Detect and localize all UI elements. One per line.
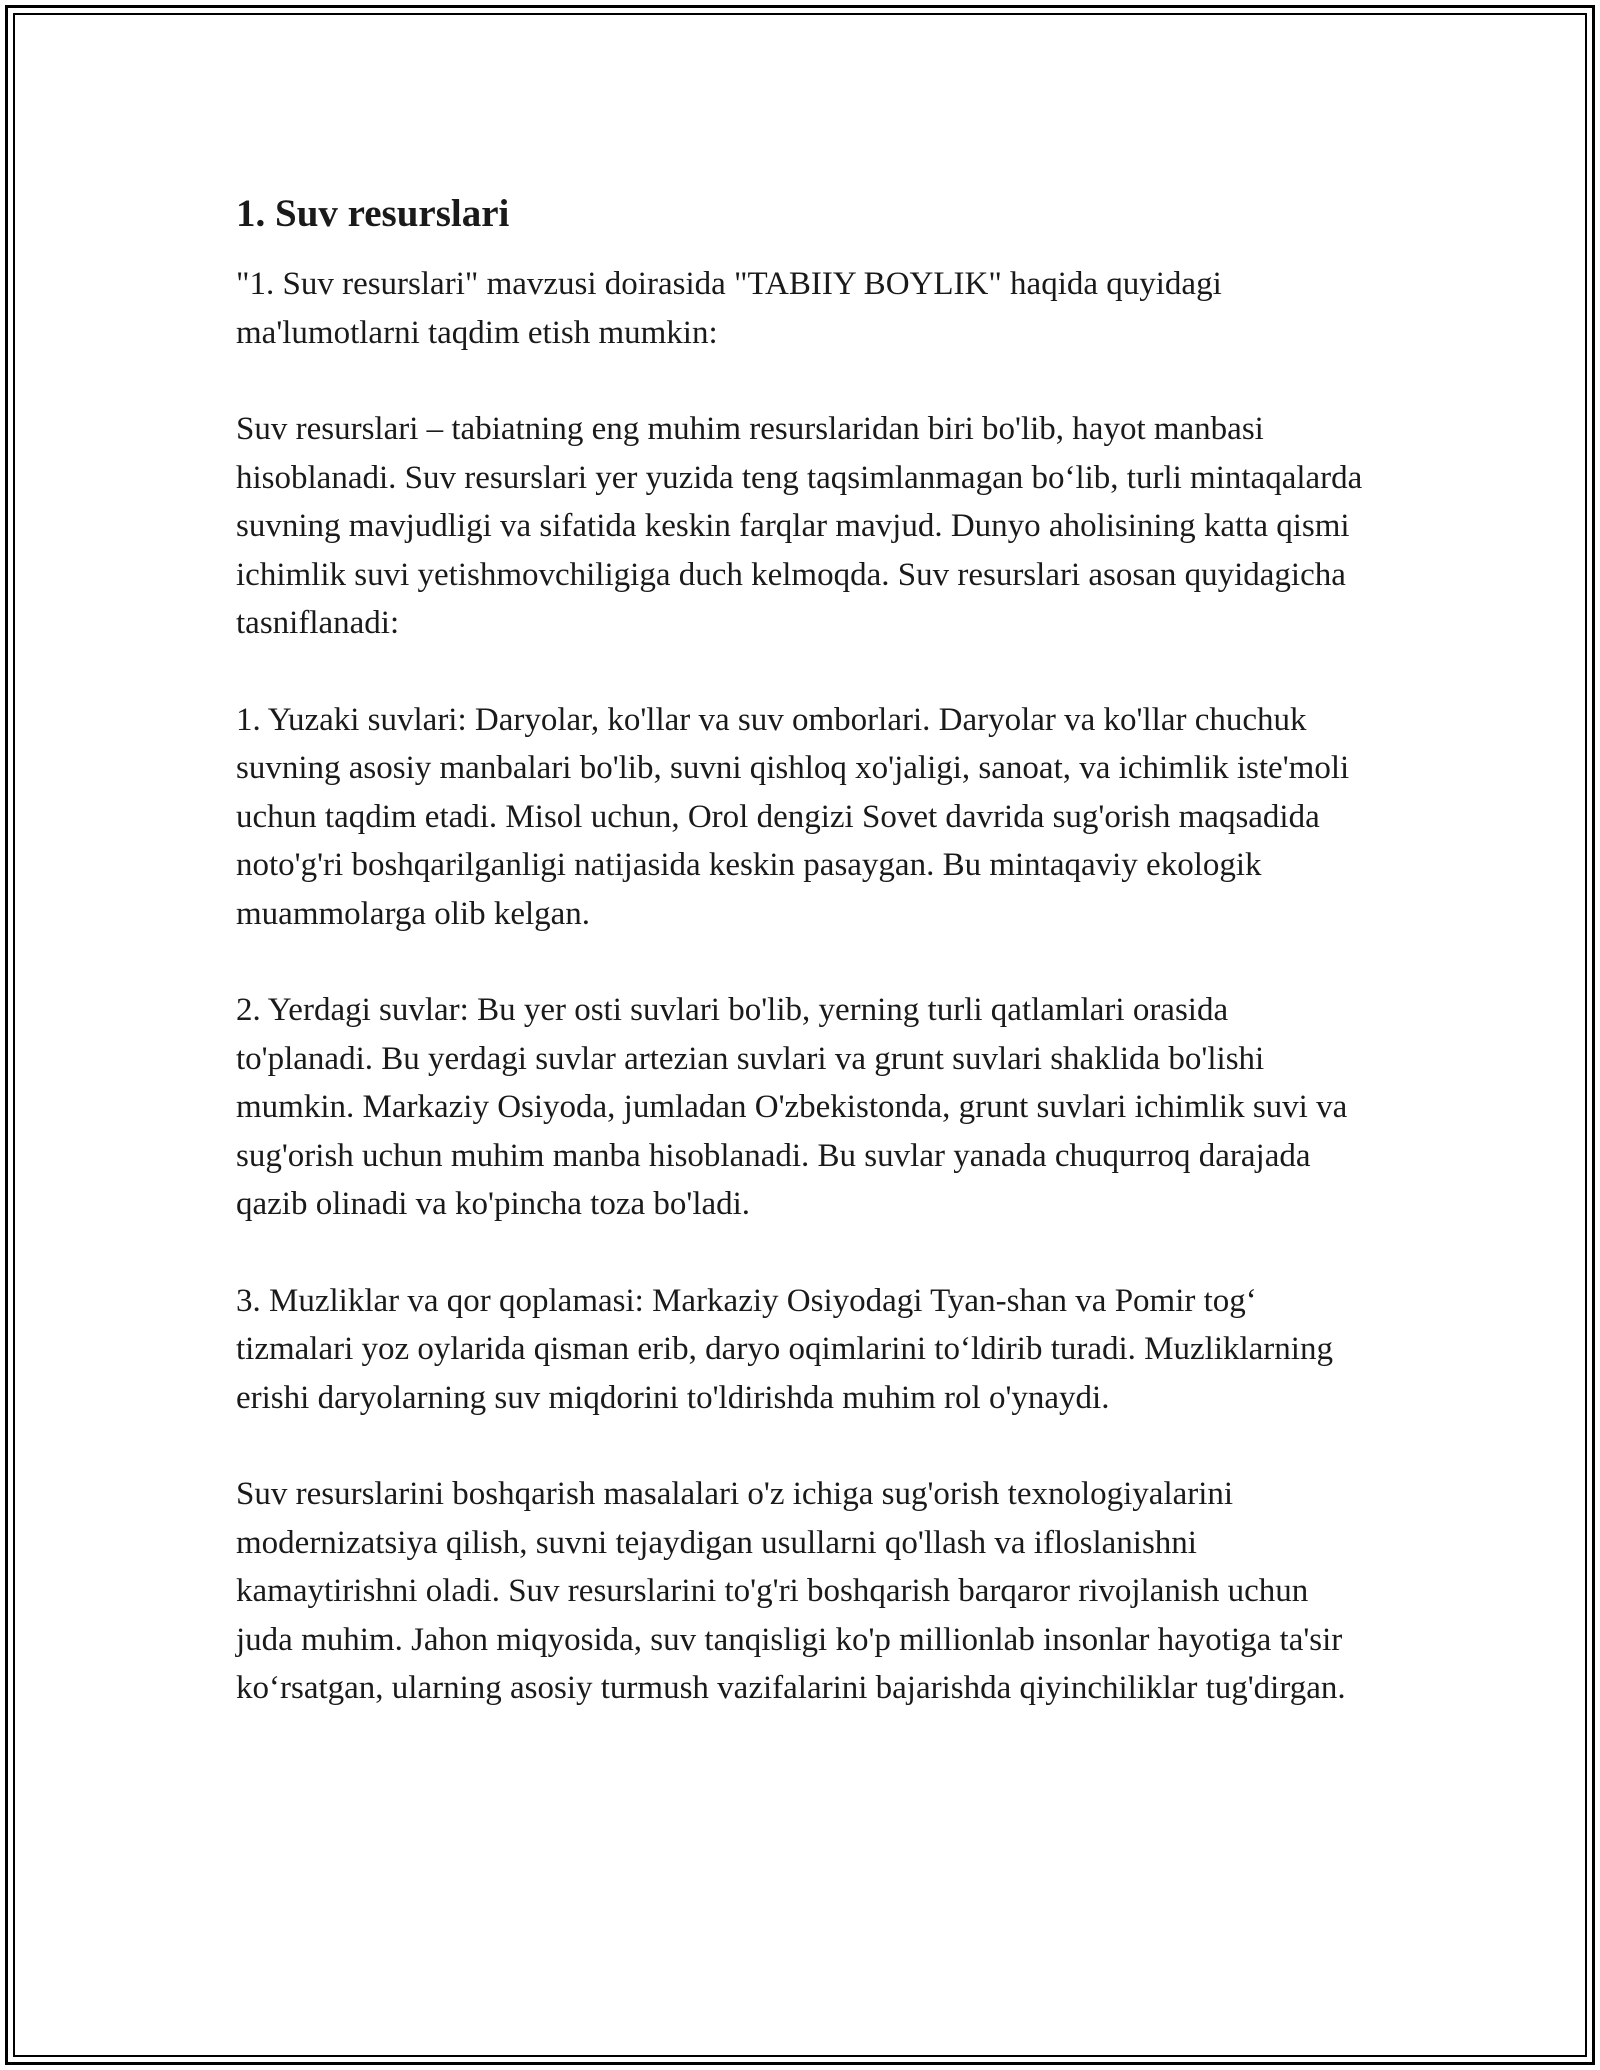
intro-paragraph: "1. Suv resurslari" mavzusi doirasida "TABIIY BOYLIK" haqida quyidagi ma'lumotlarni taqdim etish mumkin: (236, 266, 1222, 351)
glaciers-paragraph: 3. Muzliklar va qor qoplamasi: Markaziy Osiyodagi Tyan-shan va Pomir tog‘ tizmalari yoz oylarida qisman erib, daryo oqimlarini to‘ldirib turadi. Muzliklarning erishi daryolarning suv miqdorini to'ldirishda muhim rol o'ynaydi. (236, 1282, 1333, 1416)
groundwater-paragraph: 2. Yerdagi suvlar: Bu yer osti suvlari bo'lib, yerning turli qatlamlari orasida to'planadi. Bu yerdagi suvlar artezian suvlari va grunt suvlari shaklida bo'lishi mumkin. Markaziy Osiyoda, jumladan O'zbekistonda, grunt suvlari ichimlik suvi va sug'orish uchun muhim manba hisoblanadi. Bu suvlar yanada chuqurroq darajada qazib olinadi va ko'pincha toza bo'ladi. (236, 992, 1348, 1222)
management-paragraph: Suv resurslarini boshqarish masalalari o'z ichiga sug'orish texnologiyalarini modernizatsiya qilish, suvni tejaydigan usullarni qo'llash va ifloslanishni kamaytirishni oladi. Suv resurslarini to'g'ri boshqarish barqaror rivojlanish uchun juda muhim. Jahon miqyosida, suv tanqisligi ko'p millionlab insonlar hayotiga ta'sir ko‘rsatgan, ularning asosiy turmush vazifalarini bajarishda qiyinchiliklar tug'dirgan. (236, 1476, 1346, 1706)
overview-paragraph: Suv resurslari – tabiatning eng muhim resurslaridan biri bo'lib, hayot manbasi hisoblanadi. Suv resurslari yer yuzida teng taqsimlanmagan bo‘lib, turli mintaqalarda suvning mavjudligi va sifatida keskin farqlar mavjud. Dunyo aholisining katta qismi ichimlik suvi yetishmovchiligiga duch kelmoqda. Suv resurslari asosan quyidagicha tasniflanadi: (236, 411, 1363, 641)
surface-water-paragraph: 1. Yuzaki suvlari: Daryolar, ko'llar va suv omborlari. Daryolar va ko'llar chuchuk suvning asosiy manbalari bo'lib, suvni qishloq xo'jaligi, sanoat, va ichimlik iste'moli uchun taqdim etadi. Misol uchun, Orol dengizi Sovet davrida sug'orish maqsadida noto'g'ri boshqarilganligi natijasida keskin pasaygan. Bu mintaqaviy ekologik muammolarga olib kelgan. (236, 701, 1350, 932)
page-title: 1. Suv resurslari (236, 192, 510, 235)
document-body (236, 190, 1366, 1713)
